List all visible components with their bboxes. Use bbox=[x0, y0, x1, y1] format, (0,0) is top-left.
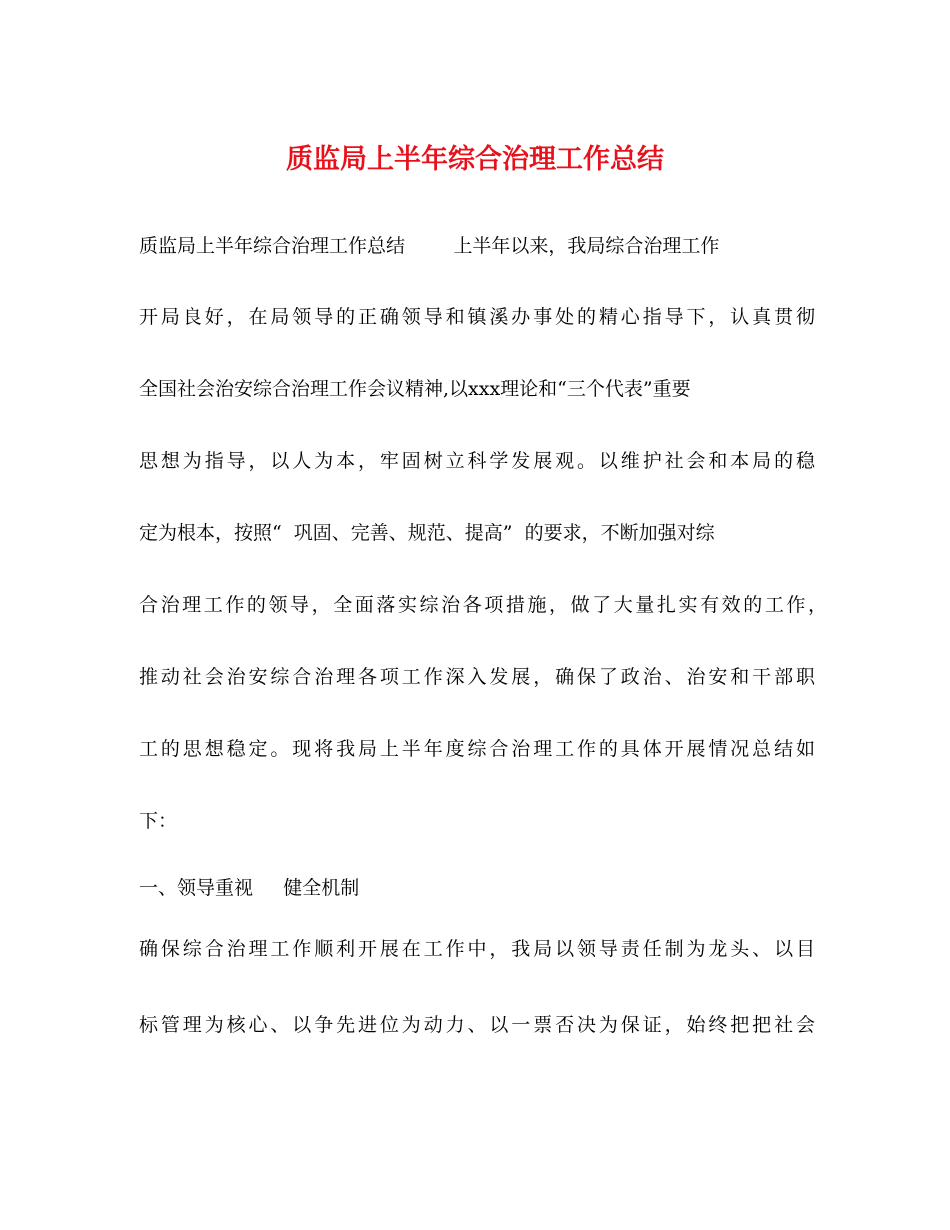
body-line-4: 思想为指导，以人为本，牢固树立科学发展观。以维护社会和本局的稳 bbox=[139, 450, 815, 472]
body-line-6: 合治理工作的领导，全面落实综治各项措施，做了大量扎实有效的工作， bbox=[139, 594, 827, 616]
body-line-5: 定为根本，按照“ 巩固、完善、规范、提高” 的要求，不断加强对综 bbox=[139, 522, 715, 544]
body-line-8: 工的思想稳定。现将我局上半年度综合治理工作的具体开展情况总结如 bbox=[139, 738, 815, 760]
body-line-11: 标管理为核心、以争先进位为动力、以一票否决为保证，始终把把社会 bbox=[139, 1014, 815, 1036]
section-heading-1: 一、领导重视 健全机制 bbox=[139, 877, 360, 899]
document-title: 质监局上半年综合治理工作总结 bbox=[286, 144, 664, 175]
body-line-2: 开局良好，在局领导的正确领导和镇溪办事处的精心指导下，认真贯彻 bbox=[139, 306, 815, 328]
body-line-10: 确保综合治理工作顺利开展在工作中，我局以领导责任制为龙头、以目 bbox=[139, 938, 815, 960]
body-line-1: 质监局上半年综合治理工作总结 上半年以来，我局综合治理工作 bbox=[139, 235, 720, 257]
body-line-3: 全国社会治安综合治理工作会议精神,以xxx理论和“三个代表”重要 bbox=[139, 378, 691, 400]
body-line-7: 推动社会治安综合治理各项工作深入发展，确保了政治、治安和干部职 bbox=[139, 666, 815, 688]
body-line-9: 下： bbox=[139, 810, 178, 832]
